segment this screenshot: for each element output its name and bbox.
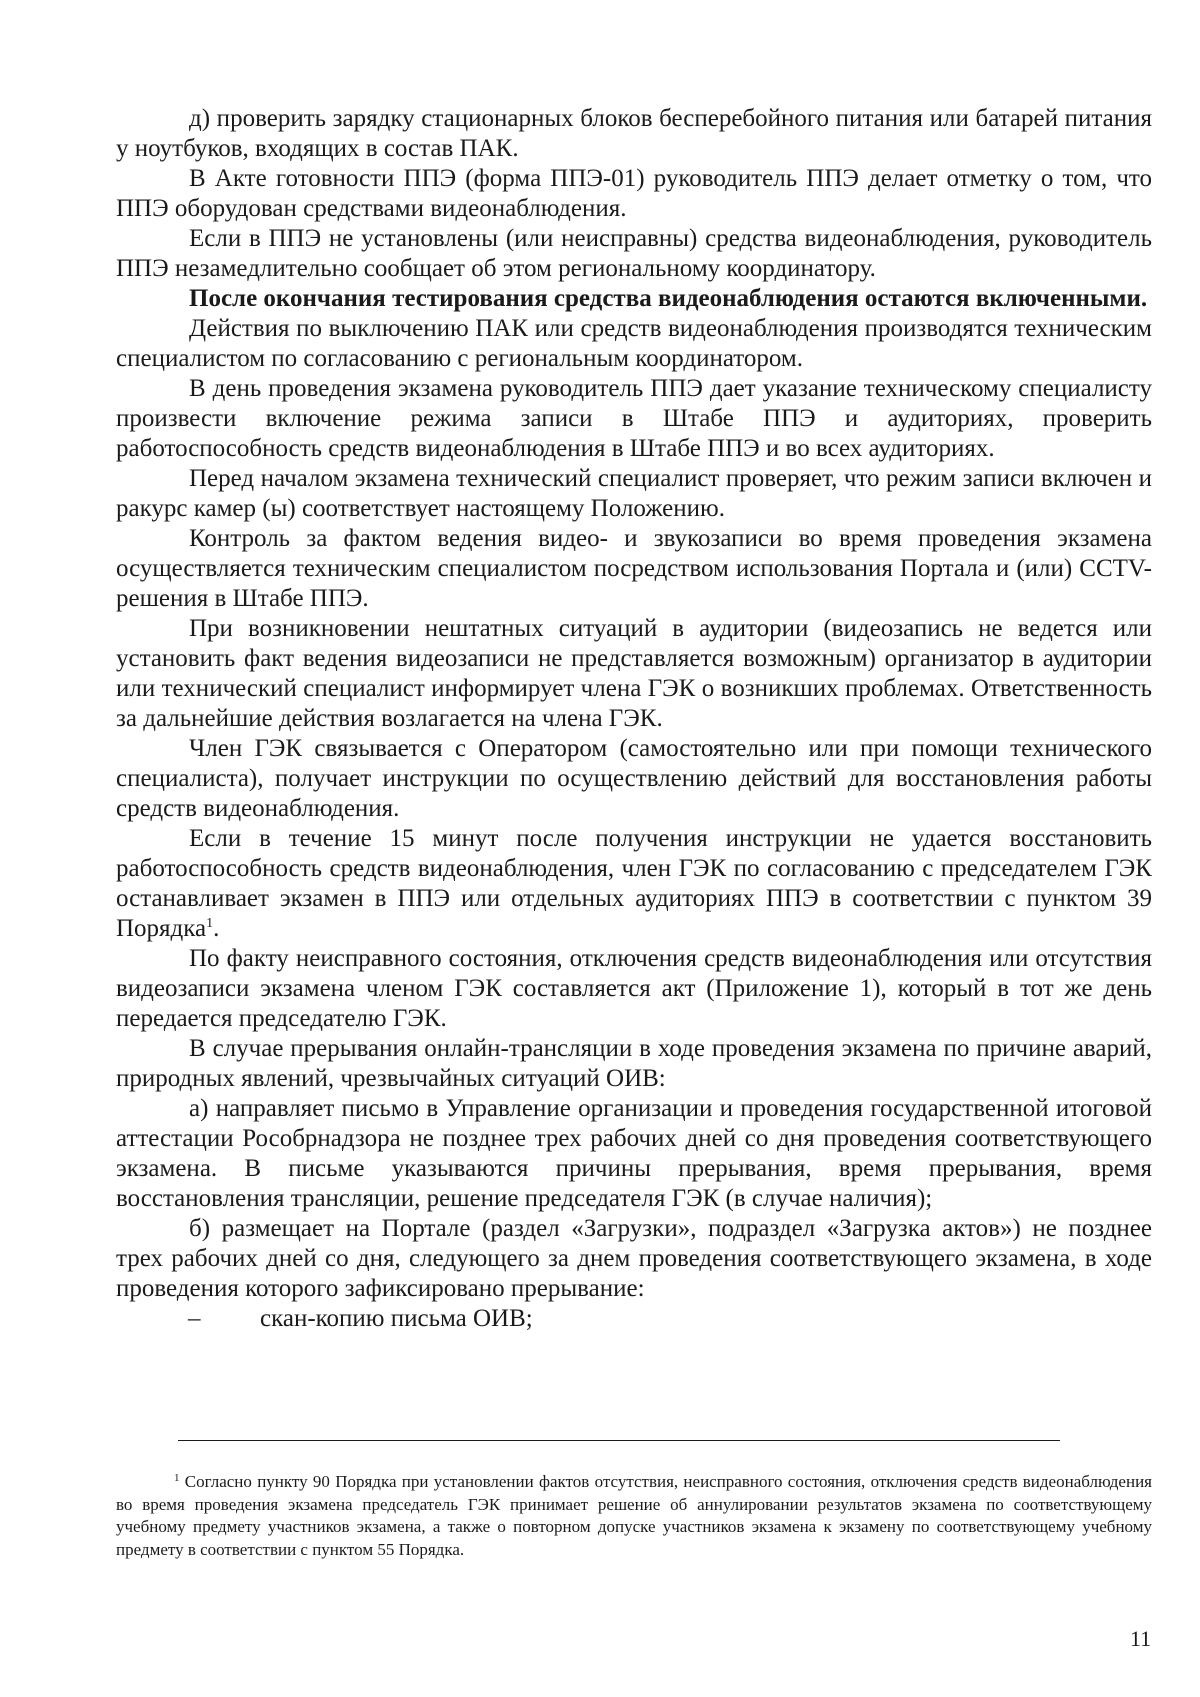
footnote-mark: 1 (174, 1472, 180, 1484)
dash-bullet: – (188, 1305, 201, 1332)
paragraph-charge-check: д) проверить зарядку стационарных блоков бесперебойного питания или батарей питания у ноутбуков, входящих в состав ПАК. (116, 105, 1152, 162)
bold-statement: После окончания тестирования средства видеонаблюдения остаются включенными. (189, 285, 1148, 312)
footnote-reference[interactable]: 1 (206, 916, 214, 931)
paragraph-exam-day: В день проведения экзамена руководитель ППЭ дает указание техническому специалисту произвести включение режима записи в Штабе ППЭ и аудиториях, проверить работоспособность средств видеонаблюдения в Штабе ППЭ и во всех аудиториях. (116, 375, 1152, 462)
list-item (116, 1304, 1152, 1334)
paragraph-operator-contact: Член ГЭК связывается с Оператором (самостоятельно или при помощи технического специалиста), получает инструкции по осуществлению действий для восстановления работы средств видеонаблюдения. (116, 735, 1152, 822)
paragraph-broadcast-interruption: В случае прерывания онлайн-трансляции в ходе проведения экзамена по причине аварий, природных явлений, чрезвычайных ситуаций ОИВ: (116, 1035, 1152, 1092)
footnote (116, 1471, 1152, 1561)
paragraph-no-video: Если в ППЭ не установлены (или неисправны) средства видеонаблюдения, руководитель ППЭ незамедлительно сообщает об этом региональному координатору. (116, 225, 1152, 282)
footnote-text: Согласно пункту 90 Порядка при установлении фактов отсутствия, неисправного состояния, отключения средств видеонаблюдения во время проведения экзамена председатель ГЭК принимает решение об аннулировании результатов экзамена по соответствующему учебному предмету участников экзамена, а также о повторном допуске участников экзамена к экзамену по соответствующему учебному предмету в соответствии с пунктом 55 Порядка. (116, 1472, 1152, 1559)
paragraph-readiness-act: В Акте готовности ППЭ (форма ППЭ-01) руководитель ППЭ делает отметку о том, что ППЭ оборудован средствами видеонаблюдения. (116, 165, 1152, 222)
stop-exam-text: Если в течение 15 минут после получения инструкции не удается восстановить работоспособность средств видеонаблюдения, член ГЭК по согласованию с председателем ГЭК останавливает экзамен в ППЭ или отдельных аудиториях ППЭ в соответствии с пунктом 39 Порядка (116, 825, 1152, 942)
paragraph-shutdown: Действия по выключению ПАК или средств видеонаблюдения производятся техническим специалистом по согласованию с региональным координатором. (116, 315, 1152, 372)
paragraph-item-b: б) размещает на Портале (раздел «Загрузки», подраздел «Загрузка актов») не позднее трех рабочих дней со дня, следующего за днем проведения соответствующего экзамена, в ходе проведения которого зафиксировано прерывание: (116, 1215, 1152, 1302)
paragraph-recording-control: Контроль за фактом ведения видео- и звукозаписи во время проведения экзамена осуществляется техническим специалистом посредством использования Портала и (или) CCTV-решения в Штабе ППЭ. (116, 525, 1152, 612)
paragraph-stop-exam (116, 824, 1152, 944)
list-item-text: скан-копию письма ОИВ; (260, 1305, 533, 1332)
main-text (116, 104, 1152, 1334)
paragraph-item-a: а) направляет письмо в Управление организации и проведения государственной итоговой аттестации Рособрнадзора не позднее трех рабочих дней со дня проведения соответствующего экзамена. В письме указываются причины прерывания, время прерывания, время восстановления трансляции, решение председателя ГЭК (в случае наличия); (116, 1095, 1152, 1212)
page-number: 11 (1130, 1626, 1152, 1651)
footnote-separator (178, 1440, 1060, 1441)
paragraph-emergency: При возникновении нештатных ситуаций в аудитории (видеозапись не ведется или установить факт ведения видеозаписи не представляется возможным) организатор в аудитории или технический специалист информирует члена ГЭК о возникших проблемах. Ответственность за дальнейшие действия возлагается на члена ГЭК. (116, 615, 1152, 732)
paragraph-after-testing (116, 284, 1152, 314)
paragraph-act: По факту неисправного состояния, отключения средств видеонаблюдения или отсутствия видеозаписи экзамена членом ГЭК составляется акт (Приложение 1), который в тот же день передается председателю ГЭК. (116, 945, 1152, 1032)
footnote-body (116, 1472, 1152, 1559)
paragraph-before-exam: Перед началом экзамена технический специалист проверяет, что режим записи включен и ракурс камер (ы) соответствует настоящему Положению. (116, 465, 1152, 522)
stop-exam-period: . (213, 915, 220, 942)
